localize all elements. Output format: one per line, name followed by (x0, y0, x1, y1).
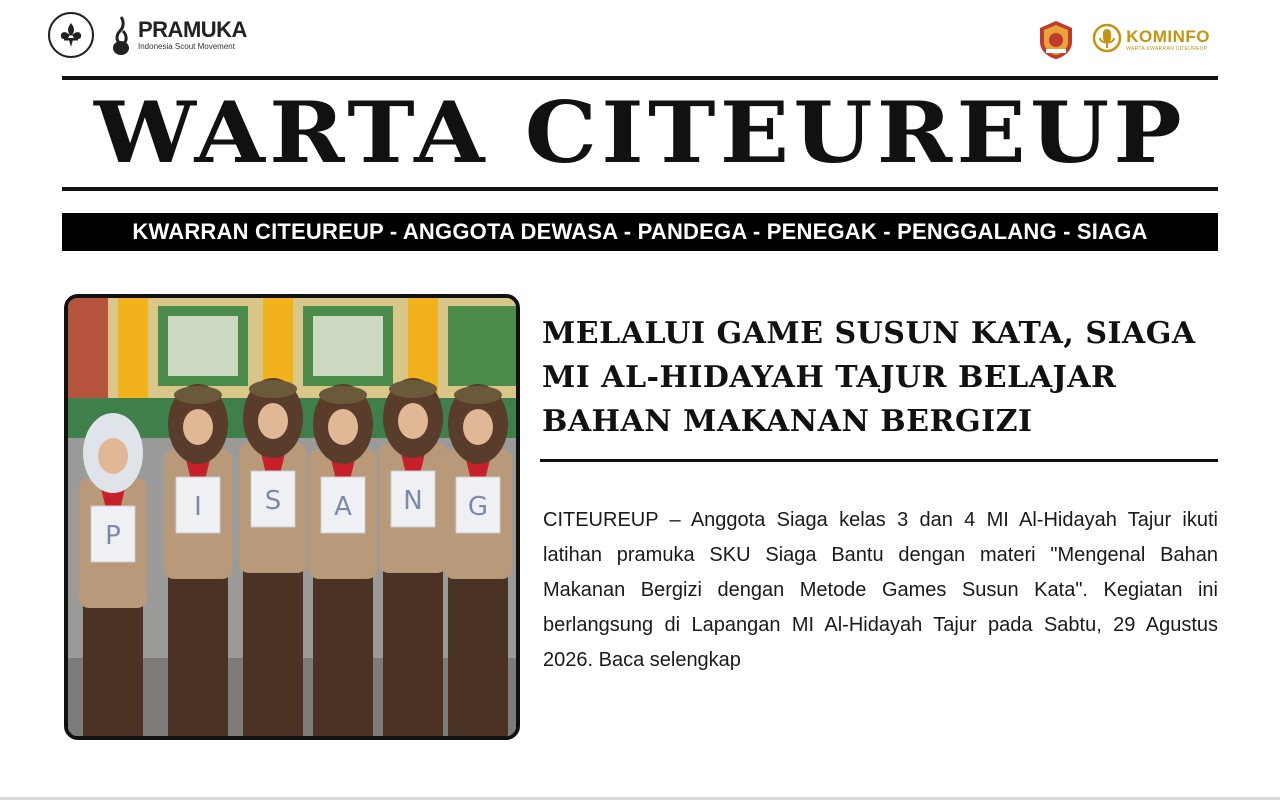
headline-rule (540, 459, 1218, 462)
header-left-logos (48, 12, 247, 58)
article-body: CITEUREUP – Anggota Siaga kelas 3 dan 4 MI Al-Hidayah Tajur ikuti latihan pramuka SKU Siaga Bantu dengan materi "Mengenal Bahan Makanan Bergizi dengan Metode Games Susun Kata". Kegiatan ini berlangsung di Lapangan MI Al-Hidayah Tajur pada Sabtu, 29 Agustus 2026. Baca selengkap (543, 509, 1218, 671)
letter-card-text: I (194, 492, 202, 522)
section-bar: KWARRAN CITEUREUP - ANGGOTA DEWASA - PANDEGA - PENEGAK - PENGGALANG - SIAGA (62, 213, 1218, 251)
masthead-bottom-rule (62, 187, 1218, 191)
header-right-logos (1038, 20, 1210, 60)
letter-card-text: P (105, 521, 121, 551)
photo-illustration (68, 298, 516, 736)
masthead-title: WARTA CITEUREUP (94, 83, 1186, 182)
scout-fleur-de-lis-icon (48, 12, 94, 58)
brand-name: PRAMUKA (138, 17, 247, 42)
headline-line: MI AL-HIDAYAH TAJUR BELAJAR (542, 360, 1117, 395)
pramuka-logo (112, 15, 247, 55)
headline-line: BAHAN MAKANAN BERGIZI (542, 404, 1033, 439)
masthead-top-rule (62, 76, 1218, 80)
brand-tagline: Indonesia Scout Movement (138, 42, 235, 51)
kominfo-name: KOMINFO (1126, 27, 1210, 46)
letter-card-text: G (467, 492, 489, 522)
pramuka-tunas-kelapa-icon (112, 15, 134, 55)
kominfo-logo (1092, 23, 1210, 57)
kominfo-mic-icon (1092, 23, 1122, 57)
letter-card-text: A (334, 492, 352, 522)
kominfo-tagline: WARTA KWARRAN CITEUREUP (1126, 46, 1208, 52)
article-headline (542, 312, 1218, 444)
regional-badge-icon (1038, 20, 1074, 60)
letter-card-text: S (264, 486, 282, 516)
article-photo (64, 294, 520, 740)
letter-card-text: N (403, 486, 423, 516)
headline-line: MELALUI GAME SUSUN KATA, SIAGA (542, 316, 1196, 351)
